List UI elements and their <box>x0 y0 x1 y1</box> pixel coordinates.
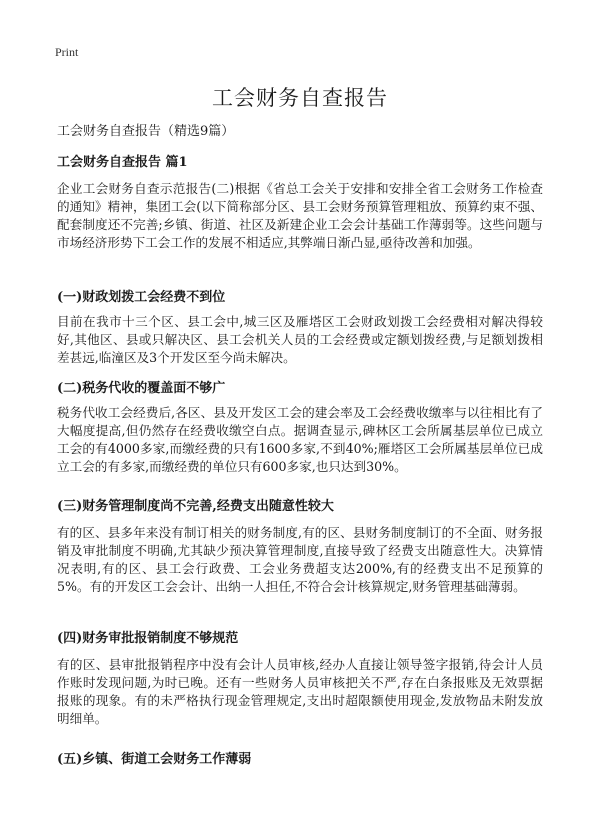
section-body-4: 有的区、县审批报销程序中没有会计人员审核,经办人直接让领导签字报销,待会计人员作账时发现问题,为时已晚。还有一些财务人员审核把关不严,存在白条报账及无效票据报账的现象。有的未严格执行现金管理规定,支出时超限额使用现金,发放物品未附发放明细单。 <box>57 657 543 726</box>
article-heading: 工会财务自查报告 篇1 <box>57 155 188 170</box>
document-subtitle: 工会财务自查报告（精选9篇） <box>57 124 235 139</box>
section-body-3: 有的区、县多年来没有制订相关的财务制度,有的区、县财务制度制订的不全面、财务报销及审批制度不明确,尤其缺少预决算管理制度,直接导致了经费支出随意性大。决算情况表明,有的区、县工会行政费、工会业务费超支达200%,有的经费支出不足预算的5%。有的开发区工会会计、出纳一人担任,不符合会计核算规定,财务管理基础薄弱。 <box>57 525 543 594</box>
section-body-2: 税务代收工会经费后,各区、县及开发区工会的建会率及工会经费收缴率与以往相比有了大幅度提高,但仍然存在经费收缴空白点。据调查显示,碑林区工会所属基层单位已成立工会的有4000多家,而缴经费的只有1600多家,不到40%;雁塔区工会所属基层单位已成立工会的有多家,而缴经费的单位只有600多家,也只达到30%。 <box>57 405 543 474</box>
section-heading-4: (四)财务审批报销制度不够规范 <box>57 631 239 646</box>
section-heading-2: (二)税务代收的覆盖面不够广 <box>57 381 226 396</box>
print-label[interactable]: Print <box>55 45 79 59</box>
section-heading-3: (三)财务管理制度尚不完善,经费支出随意性较大 <box>57 499 334 514</box>
section-body-1: 目前在我市十三个区、县工会中,城三区及雁塔区工会财政划拨工会经费相对解决得较好,其他区、县或只解决区、县工会机关人员的工会经费或定额划拨经费,与足额划拨相差甚远,临潼区及3个开发区至今尚未解决。 <box>57 314 543 365</box>
intro-paragraph: 企业工会财务自查示范报告(二)根据《省总工会关于安排和安排全省工会财务工作检查的通知》精神，集团工会(以下简称部分区、县工会财务预算管理粗放、预算约束不强、配套制度还不完善;乡镇、街道、社区及新建企业工会会计基础工作薄弱等。这些问题与市场经济形势下工会工作的发展不相适应,其弊端日渐凸显,亟待改善和加强。 <box>57 181 543 250</box>
section-heading-1: (一)财政划拨工会经费不到位 <box>57 290 226 305</box>
section-heading-5: (五)乡镇、街道工会财务工作薄弱 <box>57 752 252 767</box>
document-title: 工会财务自查报告 <box>212 86 388 110</box>
